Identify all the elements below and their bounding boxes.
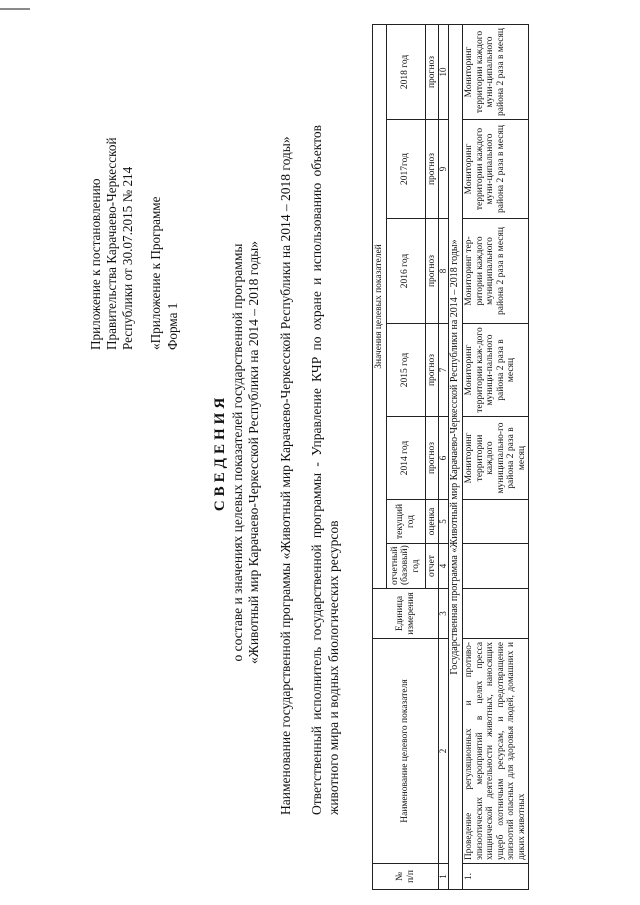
header-current-year: текущий год [386, 500, 425, 544]
row-value-2015: Мониторинг территории каж-дого муници-пального района 2 раза в месяц [463, 324, 529, 417]
column-numbers-row [439, 24, 449, 889]
sub-label-report: отчет [425, 544, 439, 589]
header-2016: 2016 год [386, 219, 425, 324]
table-header-row-1 [373, 24, 387, 889]
col-number-10: 10 [439, 24, 449, 119]
sub-label-2018: прогноз [425, 24, 439, 119]
header-2014: 2014 год [386, 417, 425, 500]
col-number-4: 4 [439, 544, 449, 589]
appendix-line-3: Республики от 30.07.2015 № 214 [120, 166, 135, 350]
row-report-value [463, 544, 529, 589]
col-number-8: 8 [439, 219, 449, 324]
row-value-2014: Мониторинг территории каждого муниципально-го района 2 раза в месяц [463, 417, 529, 500]
row-value-2016: Мониторинг тер-ритории каждого муниципального района 2 раза в месяц [463, 219, 529, 324]
appendix-line-1: Приложение к постановлению [88, 178, 103, 350]
col-number-6: 6 [439, 417, 449, 500]
col-number-3: 3 [439, 589, 449, 639]
header-report-year: отчетный (базовый) год [386, 544, 425, 589]
header-2017: 2017год [386, 120, 425, 219]
row-indicator-name: Проведение регуляционных и противо-эпизоотических мероприятий в целях пресса хищнической деятельности животных, наносящих ущерб охотничьим ресурсам, и предотвращение эпизоотий опасных для здоровья людей, домашних и диких животных [463, 639, 529, 864]
program-name-line: Наименование государственной программы «Животный мир Карачаево-Черкесской Республики на 2014 – 2018 годы» [278, 136, 293, 815]
col-number-1: 1 [439, 864, 449, 890]
header-unit: Единица измерения [373, 589, 439, 639]
sub-label-2015: прогноз [425, 324, 439, 417]
document-subtitle-2: «Животный мир Карачаево-Черкесской Республики на 2014 – 2018 годы» [246, 240, 261, 665]
appendix-block [88, 137, 164, 350]
document-subtitle-1: о составе и значениях целевых показателей государственной программы [230, 243, 245, 662]
row-no: 1. [463, 864, 529, 890]
row-value-2018: Мониторинг территории каждого муни-ципального района 2 раза в месяц [463, 24, 529, 119]
col-number-9: 9 [439, 120, 449, 219]
header-2015: 2015 год [386, 324, 425, 417]
section-title: Государственная программа «Животный мир Карачаево-Черкесской Республики на 2014 – 2018 годы» [449, 24, 463, 889]
header-2018: 2018 год [386, 24, 425, 119]
sub-label-estimate: оценка [425, 500, 439, 544]
table-row [463, 24, 529, 889]
row-value-2017: Мониторинг территории каждого муни-ципального района 2 раза в месяц [463, 120, 529, 219]
sub-label-2014: прогноз [425, 417, 439, 500]
row-unit [463, 589, 529, 639]
col-number-7: 7 [439, 324, 449, 417]
form-label: Форма 1 [165, 302, 180, 350]
row-current-value [463, 500, 529, 544]
header-no: № п/п [373, 864, 439, 890]
sub-label-2017: прогноз [425, 120, 439, 219]
col-number-5: 5 [439, 500, 449, 544]
document-title: СВЕДЕНИЯ [212, 393, 228, 512]
header-indicator-name: Наименование целевого показателя [373, 639, 439, 864]
section-row [449, 24, 463, 889]
sub-label-2016: прогноз [425, 219, 439, 324]
indicators-table [372, 24, 529, 890]
responsible-executor-text: Ответственный исполнитель государственной программы - Управление КЧР по охране и использованию объектов животного мира и водных биологических ресурсов [309, 125, 341, 815]
appendix-line-2: Правительства Карачаево-Черкесской [104, 137, 119, 350]
header-values-group: Значения целевых показателей [373, 24, 387, 588]
appendix-program-line: «Приложение к Программе [148, 196, 163, 350]
col-number-2: 2 [439, 639, 449, 864]
